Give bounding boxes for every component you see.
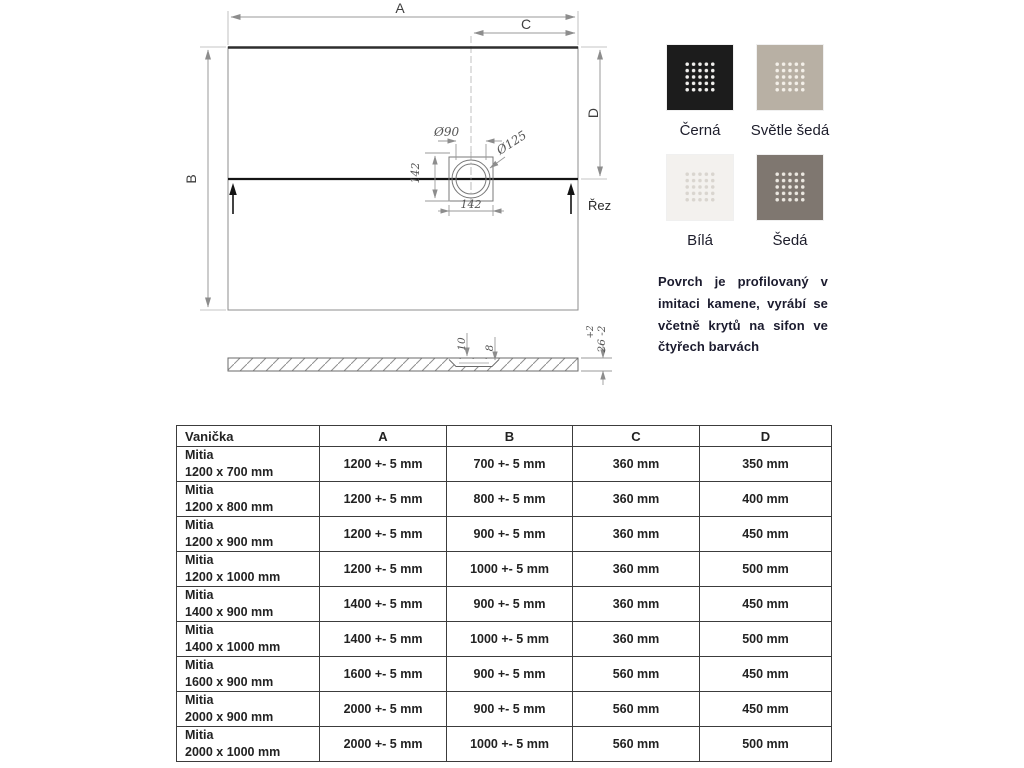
table-row	[177, 692, 832, 727]
color-options-panel	[658, 40, 840, 358]
cell-model-size	[177, 692, 320, 727]
cell-b: 1000 +- 5 mm	[447, 622, 573, 657]
cell-model-size	[177, 517, 320, 552]
color-swatch	[748, 155, 832, 249]
table-row	[177, 587, 832, 622]
table-row	[177, 447, 832, 482]
cell-b: 900 +- 5 mm	[447, 657, 573, 692]
cell-a: 1200 +- 5 mm	[320, 482, 447, 517]
drain-holes-pattern	[774, 171, 806, 203]
model-name: Mitia	[185, 728, 214, 743]
model-name: Mitia	[185, 518, 214, 533]
cell-model-size	[177, 727, 320, 762]
cell-a: 1400 +- 5 mm	[320, 587, 447, 622]
cell-c: 560 mm	[573, 692, 700, 727]
cell-a: 1400 +- 5 mm	[320, 622, 447, 657]
cell-d: 450 mm	[700, 517, 832, 552]
color-name: Šedá	[772, 232, 808, 249]
dim-label-D: D	[585, 107, 601, 119]
cell-c: 360 mm	[573, 482, 700, 517]
thickness-tolerance-plus-label: +2	[586, 325, 596, 339]
cell-model-size	[177, 587, 320, 622]
cross-section	[228, 358, 578, 371]
color-swatch	[658, 155, 742, 249]
cell-b: 900 +- 5 mm	[447, 517, 573, 552]
header-b: B	[447, 426, 573, 447]
drain-holes-pattern	[774, 61, 806, 93]
cell-c: 360 mm	[573, 552, 700, 587]
cell-model-size	[177, 622, 320, 657]
cell-d: 500 mm	[700, 552, 832, 587]
model-size: 2000 x 900 mm	[185, 710, 274, 724]
table-row	[177, 517, 832, 552]
cell-c: 560 mm	[573, 657, 700, 692]
cell-d: 500 mm	[700, 622, 832, 657]
cell-a: 1200 +- 5 mm	[320, 517, 447, 552]
cell-d: 350 mm	[700, 447, 832, 482]
color-name: Světle šedá	[750, 122, 830, 139]
cell-b: 1000 +- 5 mm	[447, 552, 573, 587]
surface-description: Povrch je profilovaný v imitaci kamene, vyrábí se včetně krytů na sifon ve čtyřech barvách	[658, 274, 828, 355]
model-name: Mitia	[185, 483, 214, 498]
header-a: A	[320, 426, 447, 447]
cell-d: 450 mm	[700, 587, 832, 622]
cell-d: 450 mm	[700, 692, 832, 727]
cell-a: 2000 +- 5 mm	[320, 692, 447, 727]
table-header-row	[177, 426, 832, 447]
drain-recess-depth-label: 8	[484, 344, 496, 352]
section-label: Řez	[588, 198, 612, 213]
drain-inner-dia-label: Ø90	[434, 125, 460, 139]
cell-d: 500 mm	[700, 727, 832, 762]
dimension-lines	[208, 17, 600, 307]
cell-d: 400 mm	[700, 482, 832, 517]
swatch-grid	[658, 40, 840, 249]
cell-c: 360 mm	[573, 622, 700, 657]
model-size: 1200 x 700 mm	[185, 465, 274, 479]
table-row	[177, 552, 832, 587]
drain-box-height-label: 142	[409, 162, 422, 184]
model-size: 1600 x 900 mm	[185, 675, 274, 689]
profile-depth-label: 10	[456, 337, 468, 351]
cell-c: 560 mm	[573, 727, 700, 762]
drain-holes-pattern	[684, 61, 716, 93]
cell-b: 900 +- 5 mm	[447, 587, 573, 622]
color-swatch	[748, 45, 832, 139]
drain-cover-image	[667, 45, 733, 110]
cell-model-size	[177, 482, 320, 517]
dim-label-C: C	[520, 16, 532, 32]
dim-label-A: A	[395, 0, 405, 16]
cell-a: 1600 +- 5 mm	[320, 657, 447, 692]
drain-outer-dia-label: Ø125	[494, 127, 530, 158]
cell-a: 1200 +- 5 mm	[320, 552, 447, 587]
cell-a: 2000 +- 5 mm	[320, 727, 447, 762]
cell-b: 800 +- 5 mm	[447, 482, 573, 517]
drain-cover-image	[667, 155, 733, 220]
model-name: Mitia	[185, 553, 214, 568]
model-size: 1200 x 900 mm	[185, 535, 274, 549]
cell-model-size	[177, 552, 320, 587]
cell-b: 1000 +- 5 mm	[447, 727, 573, 762]
drain-cover-image	[757, 155, 823, 220]
cell-model-size	[177, 657, 320, 692]
model-size: 2000 x 1000 mm	[185, 745, 281, 759]
color-name: Bílá	[687, 232, 713, 249]
table-row	[177, 657, 832, 692]
model-size: 1200 x 800 mm	[185, 500, 274, 514]
color-swatch	[658, 45, 742, 139]
color-name: Černá	[679, 122, 721, 139]
drain-box-width-label: 142	[460, 198, 482, 211]
dimensions-table	[176, 425, 832, 762]
header-c: C	[573, 426, 700, 447]
cell-a: 1200 +- 5 mm	[320, 447, 447, 482]
cell-c: 360 mm	[573, 447, 700, 482]
cell-c: 360 mm	[573, 517, 700, 552]
cell-c: 360 mm	[573, 587, 700, 622]
shower-tray-technical-drawing	[180, 0, 640, 412]
model-size: 1200 x 1000 mm	[185, 570, 281, 584]
cell-b: 700 +- 5 mm	[447, 447, 573, 482]
model-name: Mitia	[185, 448, 214, 463]
header-vanicka: Vanička	[177, 426, 320, 447]
section-cut-line	[228, 179, 578, 214]
extension-lines	[200, 11, 607, 310]
model-name: Mitia	[185, 623, 214, 638]
table-row	[177, 727, 832, 762]
table-row	[177, 482, 832, 517]
table-row	[177, 622, 832, 657]
dim-label-B: B	[183, 174, 199, 184]
model-size: 1400 x 900 mm	[185, 605, 274, 619]
model-size: 1400 x 1000 mm	[185, 640, 281, 654]
drain-cover-image	[757, 45, 823, 110]
cell-b: 900 +- 5 mm	[447, 692, 573, 727]
header-d: D	[700, 426, 832, 447]
thickness-label: 26 -2	[596, 325, 608, 353]
model-name: Mitia	[185, 588, 214, 603]
model-name: Mitia	[185, 693, 214, 708]
cell-d: 450 mm	[700, 657, 832, 692]
model-name: Mitia	[185, 658, 214, 673]
cell-model-size	[177, 447, 320, 482]
drain-holes-pattern	[684, 171, 716, 203]
